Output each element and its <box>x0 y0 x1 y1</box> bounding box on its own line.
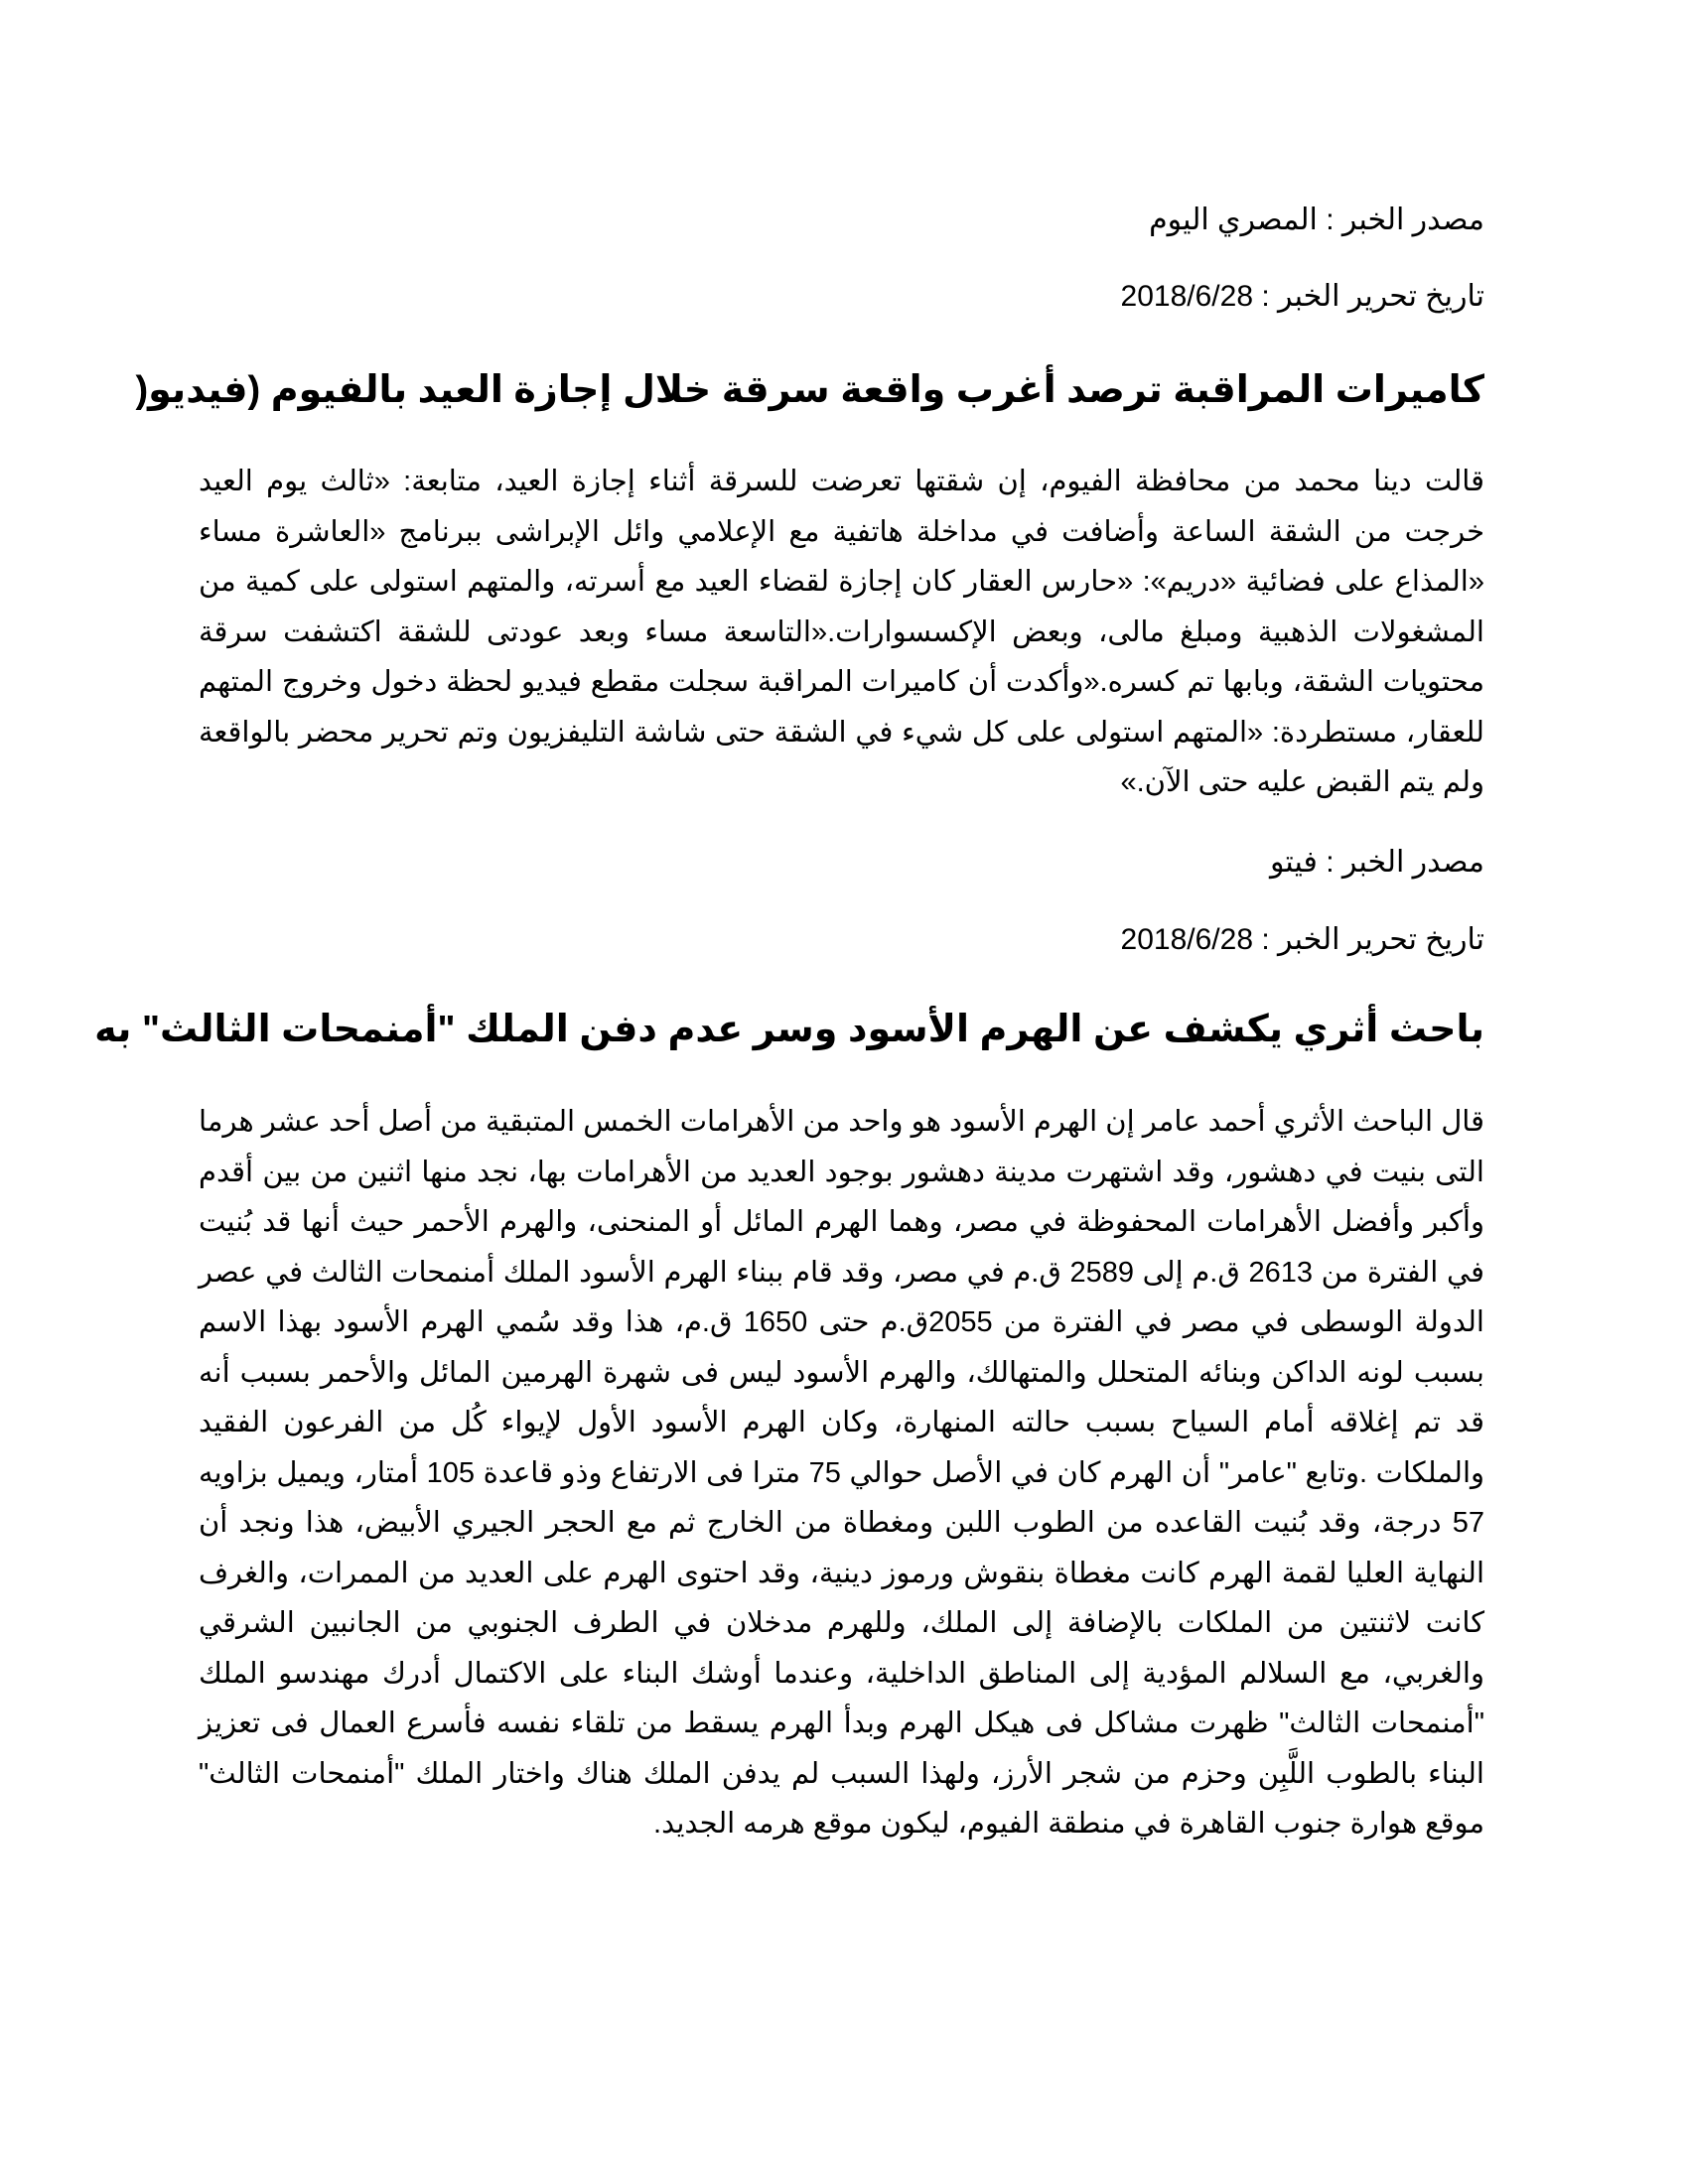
article-title: كاميرات المراقبة ترصد أغرب واقعة سرقة خلال إجازة العيد بالفيوم (فيديو( <box>135 369 1484 411</box>
article-body: قالت دينا محمد من محافظة الفيوم، إن شقتها تعرضت للسرقة أثناء إجازة العيد، متابعة: «ثالث يوم العيد خرجت من الشقة الساعة وأضافت في مداخلة هاتفية مع الإعلامي وائل الإبراشى ببرنامج «العاشرة مساء «المذاع على فضائية «دريم»: «حارس العقار كان إجازة لقضاء العيد مع أسرته، والمتهم استولى على كمية من المشغولات الذهبية ومبلغ مالى، وبعض الإكسسوارات.«التاسعة مساء وبعد عودتى للشقة اكتشفت سرقة محتويات الشقة، وبابها تم كسره.«وأكدت أن كاميرات المراقبة سجلت مقطع فيديو لحظة دخول وخروج المتهم للعقار، مستطردة: «المتهم استولى على كل شيء في الشقة حتى شاشة التليفزيون وتم تحرير محضر بالواقعة ولم يتم القبض عليه حتى الآن.» <box>199 466 1484 798</box>
news-date: تاريخ تحرير الخبر : 2018/6/28 <box>1120 923 1484 956</box>
article-title: باحث أثري يكشف عن الهرم الأسود وسر عدم دفن الملك "أمنمحات الثالث" به <box>94 1009 1484 1050</box>
news-date: تاريخ تحرير الخبر : 2018/6/28 <box>1120 280 1484 313</box>
news-source: مصدر الخبر : فيتو <box>1269 846 1484 879</box>
article-body: قال الباحث الأثري أحمد عامر إن الهرم الأسود هو واحد من الأهرامات الخمس المتبقية من أصل أحد عشر هرما التى بنيت في دهشور، وقد اشتهرت مدينة دهشور بوجود العديد من الأهرامات بها، نجد منها اثنين من بين أقدم وأكبر وأفضل الأهرامات المحفوظة في مصر، وهما الهرم المائل أو المنحنى، والهرم الأحمر حيث أنها قد بُنيت في الفترة من 2613 ق.م إلى 2589 ق.م في مصر، وقد قام ببناء الهرم الأسود الملك أمنمحات الثالث في عصر الدولة الوسطى في مصر في الفترة من 2055ق.م حتى 1650 ق.م، هذا وقد سُمي الهرم الأسود بهذا الاسم بسبب لونه الداكن وبنائه المتحلل والمتهالك، والهرم الأسود ليس فى شهرة الهرمين المائل والأحمر بسبب أنه قد تم إغلاقه أمام السياح بسبب حالته المنهارة، وكان الهرم الأسود الأول لإيواء كُل من الفرعون الفقيد والملكات .وتابع "عامر" أن الهرم كان في الأصل حوالي 75 مترا فى الارتفاع وذو قاعدة 105 أمتار، ويميل بزاويه 57 درجة، وقد بُنيت القاعده من الطوب اللبن ومغطاة من الخارج ثم مع الحجر الجيري الأبيض، هذا ونجد أن النهاية العليا لقمة الهرم كانت مغطاة بنقوش ورموز دينية، وقد احتوى الهرم على العديد من الممرات، والغرف كانت لاثنتين من الملكات بالإضافة إلى الملك، وللهرم مدخلان في الطرف الجنوبي من الجانبين الشرقي والغربي، مع السلالم المؤدية إلى المناطق الداخلية، وعندما أوشك البناء على الاكتمال أدرك مهندسو الملك "أمنمحات الثالث" ظهرت مشاكل فى هيكل الهرم وبدأ الهرم يسقط من تلقاء نفسه فأسرع العمال فى تعزيز البناء بالطوب اللَّبِن وحزم من شجر الأرز، ولهذا السبب لم يدفن الملك هناك واختار الملك "أمنمحات الثالث" موقع هوارة جنوب القاهرة في منطقة الفيوم، ليكون موقع هرمه الجديد. <box>199 1106 1485 1840</box>
document-page <box>94 0 1485 2184</box>
news-source: مصدر الخبر : المصري اليوم <box>1149 204 1484 236</box>
